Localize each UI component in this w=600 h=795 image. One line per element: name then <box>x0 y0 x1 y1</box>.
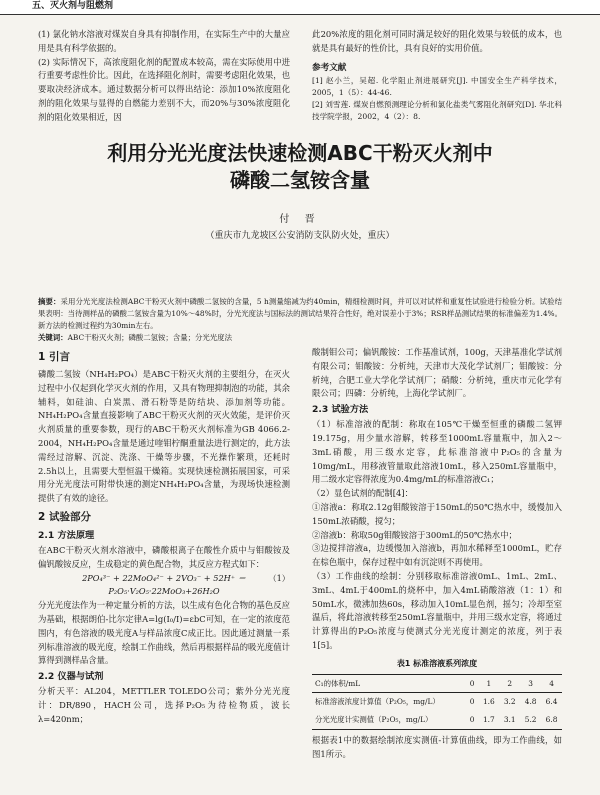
subsection-heading: 2.1 方法原理 <box>38 529 95 541</box>
table-cell: 3.2 <box>503 697 516 707</box>
body-left-column <box>38 346 290 727</box>
section-heading: 1 引言 <box>38 351 70 363</box>
table-cell: 5.2 <box>524 715 537 725</box>
top-right-column <box>312 28 562 123</box>
table-header-row <box>312 674 562 693</box>
body-right-column <box>312 346 562 762</box>
table-row <box>312 711 562 729</box>
table-header-cell: 2 <box>507 678 513 688</box>
body-paragraph: ①溶液a：称取2.12g钼酸铵溶于150mL的50℃热水中，缓慢加入150mL浓硝酸，搅匀； <box>312 501 562 526</box>
table-cell: 6.4 <box>545 697 558 707</box>
table-cell: 0 <box>469 715 475 725</box>
keywords-label: 关键词： <box>38 333 68 342</box>
body-paragraph: （3）工作曲线的绘制：分别移取标准溶液0mL、1mL、2mL、3mL、4mL于400mL的烧杯中，加入4mL硝酸溶液（1：1）和50mL水，微沸加热60s，移动加入10mL显色剂，摇匀；冷却至室温后，将此溶液转移至250mL容量瓶中，并用三级水定容，将通过计算得出的P₂O₅浓度与使测式分光光度计测定的浓度，列于表1[5]。 <box>312 570 562 650</box>
author-name: 付 晋 <box>279 214 321 225</box>
article-title-line: 磷酸二氢铵含量 <box>230 168 370 192</box>
table-cell: 1.7 <box>482 715 495 725</box>
table-header-cell: 0 <box>469 678 475 688</box>
running-header-text: 五、灭火剂与阻燃剂 <box>32 1 114 11</box>
table-cell: 标准溶液浓度计算值（P₂O₅，mg/L） <box>315 697 440 707</box>
running-header <box>0 0 600 15</box>
body-paragraph: 根据表1中的数据绘制浓度实测值-计算值曲线，即为工作曲线，如图1所示。 <box>312 734 562 759</box>
subsection-heading: 2.2 仪器与试剂 <box>38 671 104 683</box>
table-header-cell: 4 <box>549 678 554 688</box>
top-right-paragraph: 此20%浓度的阻化剂可同时满足较好的阻化效果与较低的成本，也就是具有最好的性价比，具有良好的实用价值。 <box>312 29 562 53</box>
author-affiliation: （重庆市九龙坡区公安消防支队防火处，重庆） <box>205 231 395 241</box>
abstract-block <box>38 296 562 344</box>
table-cell: 1.6 <box>482 697 495 707</box>
standard-solution-table <box>312 674 562 730</box>
top-left-paragraph: (2) 实际情况下，高浓度阻化剂的配置成本较高，需在实际使用中进行重要考虑性价比。因此，在选择阻化剂时，需要考虑阻化效果，也要取决经济成本。通过数据分析可以得出结论：添加10%浓度阻化剂的阻化效果与显得的自燃能力差别不大，而20%与30%浓度阻化剂的阻化效果相近，因 <box>38 56 290 122</box>
table-cell: 3.1 <box>503 715 516 725</box>
table-header-cell: C₁的体积/mL <box>315 678 361 688</box>
table-header-cell: 1 <box>486 678 492 688</box>
body-paragraph: ③边搅拌溶液a，边缓慢加入溶液b，再加水稀释至1000mL，贮存在棕色瓶中，保存过程中如有沉淀则不再使用。 <box>312 543 562 568</box>
body-paragraph: 分析天平：AL204，METTLER TOLEDO公司；紫外分光光度计：DR/890，HACH公司，选择P₂O₅为待检物质，波长λ=420nm； <box>38 686 290 724</box>
body-paragraph: ②溶液b：称取50g钼酸铵溶于300mL的50℃热水中； <box>312 529 517 540</box>
section-heading: 2 试验部分 <box>38 510 91 523</box>
body-paragraph: 酸制钼公司；偏钒酸铵：工作基准试剂，100g，天津基准化学试剂有限公司；钼酸铵：分析纯，天津市大茂化学试剂厂；钼酸铵：分析纯，合肥工业大学化学试剂厂；硝酸：分析纯，重庆市元化学有限公司；四磷：分析纯，上海化学试剂厂。 <box>312 347 562 399</box>
abstract-label: 摘要： <box>38 297 61 306</box>
table-cell: 0 <box>469 697 475 707</box>
table-cell: 分光光度计实测值（P₂O₅，mg/L） <box>315 715 433 725</box>
table-cell: 4.8 <box>524 697 537 707</box>
abstract-text: 采用分光光度法检测ABC干粉灭火剂中磷酸二氢铵的含量，5 h测量缩减为约40min，精细检测时间，并可以对试样和重复性试验进行检验分析。试验结果表明：当待测样品的磷酸二氢铵含量为10%～48%时，分光光度法与国标法的测试结果符合性好，绝对误差小于3%；RSR样品测试结果的标准偏差为1.4%。新方法的检测过程约为30min左右。 <box>38 297 562 330</box>
top-left-column <box>38 28 290 125</box>
table-caption: 表1 标准溶液系列浓度 <box>396 658 478 668</box>
top-left-paragraph: (1) 氯化钠水溶液对煤炭自身具有抑制作用，在实际生产中的大量应用是具有科学依据的。 <box>38 29 290 53</box>
reference-item: [2] 刘雪莲. 煤炭自燃预测理论分析和氯化盐类气雾阻化剂研究[D]. 华北科技学院学报，2002，4（2）：8. <box>312 100 562 122</box>
body-paragraph: 磷酸二氢铵（NH₄H₂PO₄）是ABC干粉灭火剂的主要组分，在灭火过程中小仅起到化学灭火剂的作用，又具有物理抑制泡的功能，其余辅料，如硅油、白炭黑、滑石粉等是防结块、添加剂等功能。NH₄H₂PO₄含量直接影响了ABC干粉灭火剂的灭火效能，是评价灭火剂质量的重要参数，现行的ABC干粉灭火剂标准为GB 4066.2-2004，NH₄H₂PO₄含量是通过喹钼柠酮重量法进行测定的，此方法需经过溶解、沉淀、洗涤、干燥等步骤，不光操作繁琐，还耗时2.5h以上，且需要大型恒温干燥箱。实现快速检测拓展国家，可采用分光光度法可附带快速的测定NH₄H₂PO₄含量，为现场快速检测提供了有效的途径。 <box>38 369 290 504</box>
table-cell: 6.8 <box>545 715 558 725</box>
table-row <box>312 693 562 711</box>
article-title-block <box>0 140 600 241</box>
references-heading: 参考文献 <box>312 62 347 73</box>
equation-text: 2PO₄³⁻ + 22MoO₄²⁻ + 2VO₃⁻ + 52H⁺ ＝ P₂O₅·V₂O₅·22MoO₃+26H₂O <box>82 572 246 597</box>
body-paragraph: 分光光度法作为一种定量分析的方法，以生成有色化合物的基色反应为基础，根据朗伯-比尔定律A=lg(I₀/I)=εbC可知，在一定的浓度范围内，有色溶液的吸光度A与样品浓度C成正比。因此通过测量一系列标准溶液的吸光度，绘制工作曲线，然后再根据样品的吸光度值计算得到测样品含量。 <box>38 600 290 666</box>
keywords-text: ABC干粉灭火剂；磷酸二氢铵；含量；分光光度法 <box>67 333 232 342</box>
subsection-heading: 2.3 试验方法 <box>312 404 369 416</box>
chemical-equation <box>38 572 290 600</box>
article-title-line: 利用分光光度法快速检测ABC干粉灭火剂中 <box>107 141 493 165</box>
body-paragraph: （1）标准溶液的配制：称取在105℃干燥至恒重的磷酸二氢钾19.175g，用少量水溶解，转移至1000mL容量瓶中，加入2～3mL硝酸，用三级水定容，此标准溶液中P₂O₅的含量为10mg/mL，用移液管量取此溶液10mL，移入250mL容量瓶中，用二级水定容得浓度为0.4mg/mL的标准溶液C₁； <box>312 419 562 485</box>
table-header-cell: 3 <box>528 678 533 688</box>
body-paragraph: （2）显色试剂的配制[4]： <box>312 488 413 499</box>
equation-number: （1） <box>268 572 290 583</box>
body-paragraph: 在ABC干粉灭火剂水溶液中，磷酸根离子在酸性介质中与钼酸铵及偏钒酸铵反应，生成稳定的黄色配合物，其反应方程式如下： <box>38 544 290 569</box>
reference-item: [1] 赵小兰，吴超. 化学阻止剂进展研究[J]. 中国安全生产科学技术，2005，1（5）：44-46. <box>312 76 562 98</box>
